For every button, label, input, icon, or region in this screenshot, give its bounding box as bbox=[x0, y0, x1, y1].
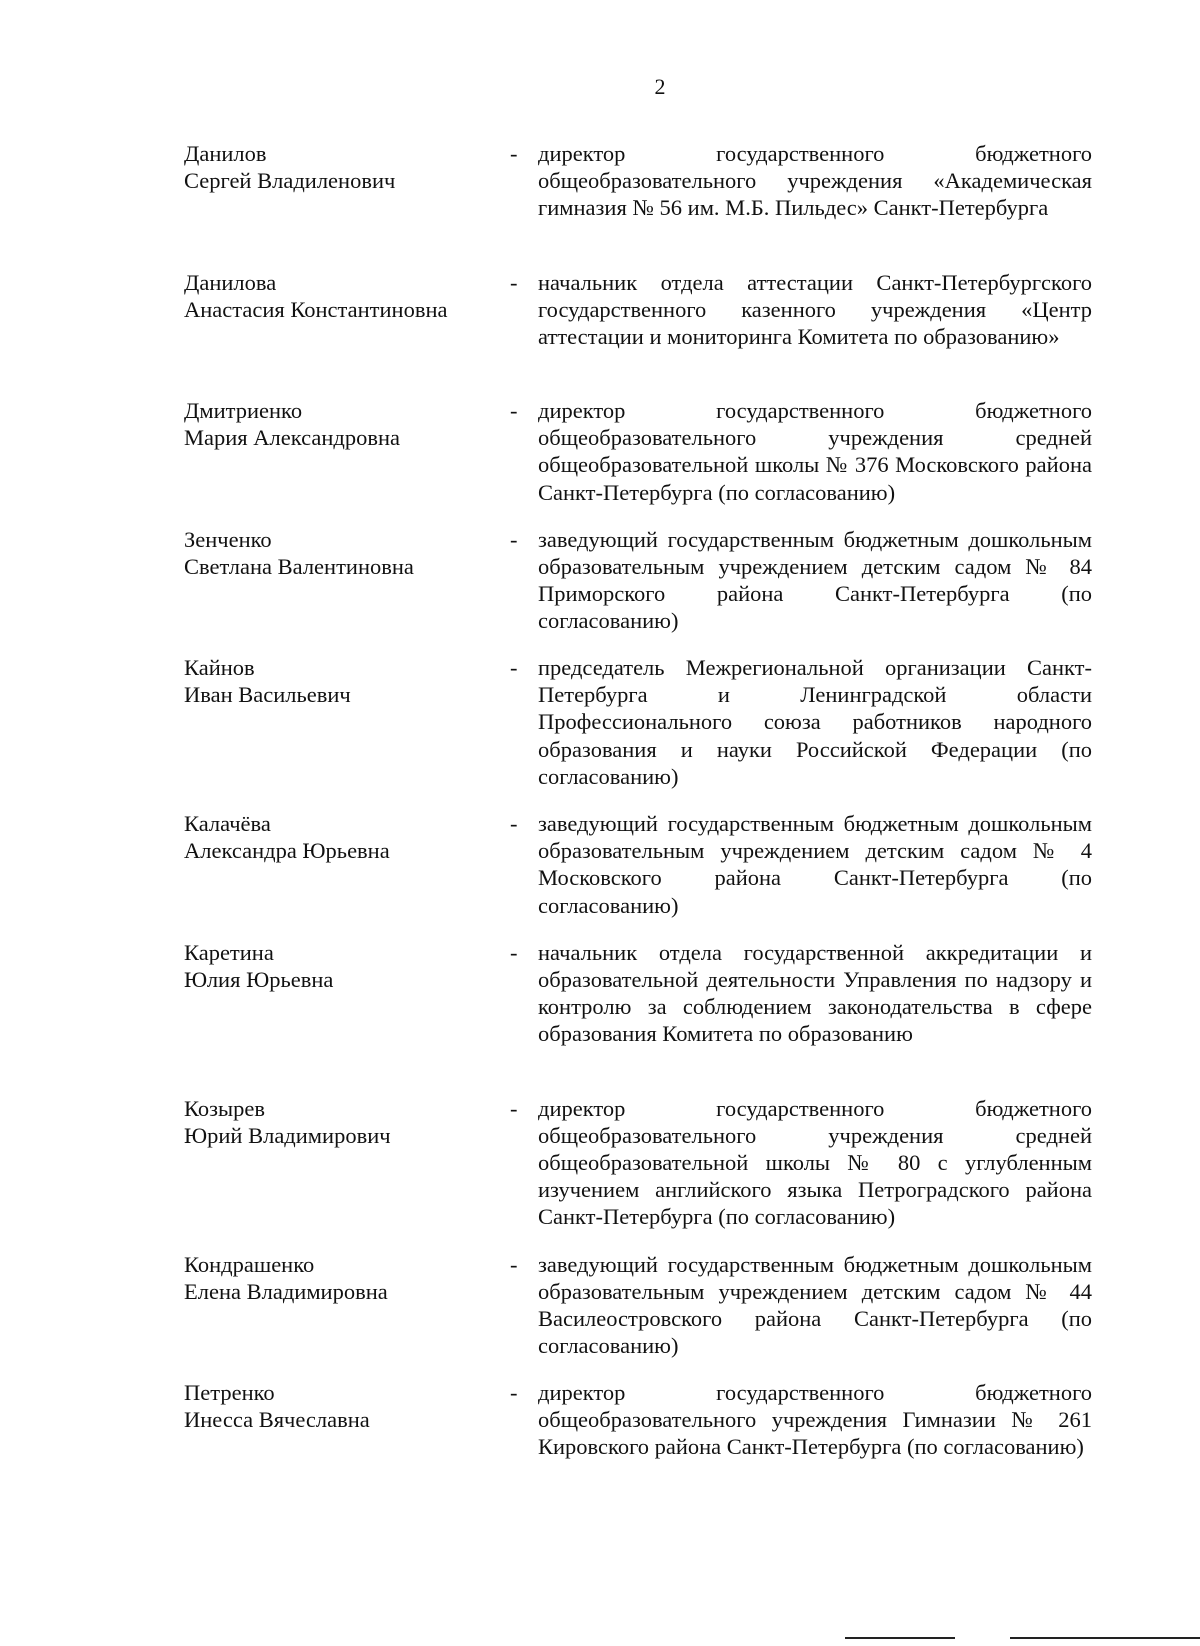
member-name bbox=[184, 654, 510, 810]
member-given-names: Инесса Вячеславна bbox=[184, 1407, 370, 1432]
member-position: директор государственного бюджетного общеобразовательного учреждения средней общеобразовательной школы № 376 Московского района Санкт-Петербурга (по согласованию) bbox=[538, 398, 1092, 505]
member-given-names: Сергей Владиленович bbox=[184, 168, 396, 193]
entry-dash: - bbox=[510, 526, 518, 552]
member-surname: Кондрашенко bbox=[184, 1251, 315, 1277]
member-name bbox=[184, 1379, 510, 1508]
member-list bbox=[184, 140, 1092, 1508]
member-given-names: Мария Александровна bbox=[184, 425, 400, 450]
member-position: заведующий государственным бюджетным дошкольным образовательным учреждением детским садом № 4 Московского района Санкт-Петербурга (по согласованию) bbox=[538, 811, 1092, 918]
member-name bbox=[184, 526, 510, 655]
member-surname: Кайнов bbox=[184, 655, 255, 680]
member-entry bbox=[184, 939, 1092, 1095]
member-position: директор государственного бюджетного общеобразовательного учреждения «Академическая гимназия № 56 им. М.Б. Пильдес» Санкт-Петербурга bbox=[538, 141, 1092, 221]
page-number: 2 bbox=[654, 74, 666, 99]
member-surname: Данилова bbox=[184, 269, 277, 295]
member-name bbox=[184, 269, 510, 398]
member-name bbox=[184, 397, 510, 526]
scan-artifact-line bbox=[845, 1637, 955, 1639]
member-entry bbox=[184, 1095, 1092, 1251]
entry-dash: - bbox=[510, 655, 518, 680]
member-surname: Зенченко bbox=[184, 526, 272, 552]
member-entry bbox=[184, 1251, 1092, 1380]
entry-dash: - bbox=[510, 1095, 518, 1121]
member-entry bbox=[184, 1379, 1092, 1508]
member-name bbox=[184, 140, 510, 269]
member-surname: Каретина bbox=[184, 939, 274, 965]
member-surname: Калачёва bbox=[184, 811, 271, 836]
member-surname: Петренко bbox=[184, 1380, 275, 1405]
entry-dash: - bbox=[510, 939, 518, 965]
entry-dash: - bbox=[510, 141, 518, 166]
member-name bbox=[184, 1251, 510, 1380]
entry-dash: - bbox=[510, 1380, 518, 1405]
member-entry bbox=[184, 654, 1092, 810]
member-position: начальник отдела аттестации Санкт-Петербургского государственного казенного учреждения «Центр аттестации и мониторинга Комитета по образованию» bbox=[538, 269, 1092, 349]
member-name bbox=[184, 810, 510, 939]
member-given-names: Юлия Юрьевна bbox=[184, 966, 334, 992]
member-entry bbox=[184, 397, 1092, 526]
member-position: председатель Межрегиональной организации Санкт-Петербурга и Ленинградской области Профессионального союза работников народного образования и науки Российской Федерации (по согласованию) bbox=[538, 655, 1092, 789]
member-given-names: Александра Юрьевна bbox=[184, 838, 390, 863]
member-given-names: Юрий Владимирович bbox=[184, 1122, 391, 1148]
member-position: заведующий государственным бюджетным дошкольным образовательным учреждением детским садом № 84 Приморского района Санкт-Петербурга (по согласованию) bbox=[538, 526, 1092, 634]
member-entry bbox=[184, 140, 1092, 269]
member-position: директор государственного бюджетного общеобразовательного учреждения средней общеобразовательной школы № 80 с углубленным изучением английского языка Петроградского района Санкт-Петербурга (по согласованию) bbox=[538, 1095, 1092, 1230]
member-surname: Дмитриенко bbox=[184, 398, 303, 423]
member-position: директор государственного бюджетного общеобразовательного учреждения Гимназии № 261 Кировского района Санкт-Петербурга (по согласованию) bbox=[538, 1380, 1092, 1460]
member-entry bbox=[184, 526, 1092, 655]
member-given-names: Анастасия Константиновна bbox=[184, 296, 448, 322]
entry-dash: - bbox=[510, 398, 518, 423]
member-position: заведующий государственным бюджетным дошкольным образовательным учреждением детским садом № 44 Василеостровского района Санкт-Петербурга (по согласованию) bbox=[538, 1251, 1092, 1359]
entry-dash: - bbox=[510, 811, 518, 836]
member-given-names: Светлана Валентиновна bbox=[184, 553, 414, 579]
member-given-names: Иван Васильевич bbox=[184, 682, 351, 707]
member-name bbox=[184, 1095, 510, 1251]
member-given-names: Елена Владимировна bbox=[184, 1278, 388, 1304]
member-entry bbox=[184, 810, 1092, 939]
member-position: начальник отдела государственной аккредитации и образовательной деятельности Управления по надзору и контролю за соблюдением законодательства в сфере образования Комитета по образованию bbox=[538, 939, 1092, 1047]
member-name bbox=[184, 939, 510, 1095]
scan-artifact-line bbox=[1010, 1637, 1200, 1639]
entry-dash: - bbox=[510, 1251, 518, 1277]
entry-dash: - bbox=[510, 269, 518, 295]
member-surname: Данилов bbox=[184, 141, 267, 166]
member-surname: Козырев bbox=[184, 1095, 266, 1121]
member-entry bbox=[184, 269, 1092, 398]
